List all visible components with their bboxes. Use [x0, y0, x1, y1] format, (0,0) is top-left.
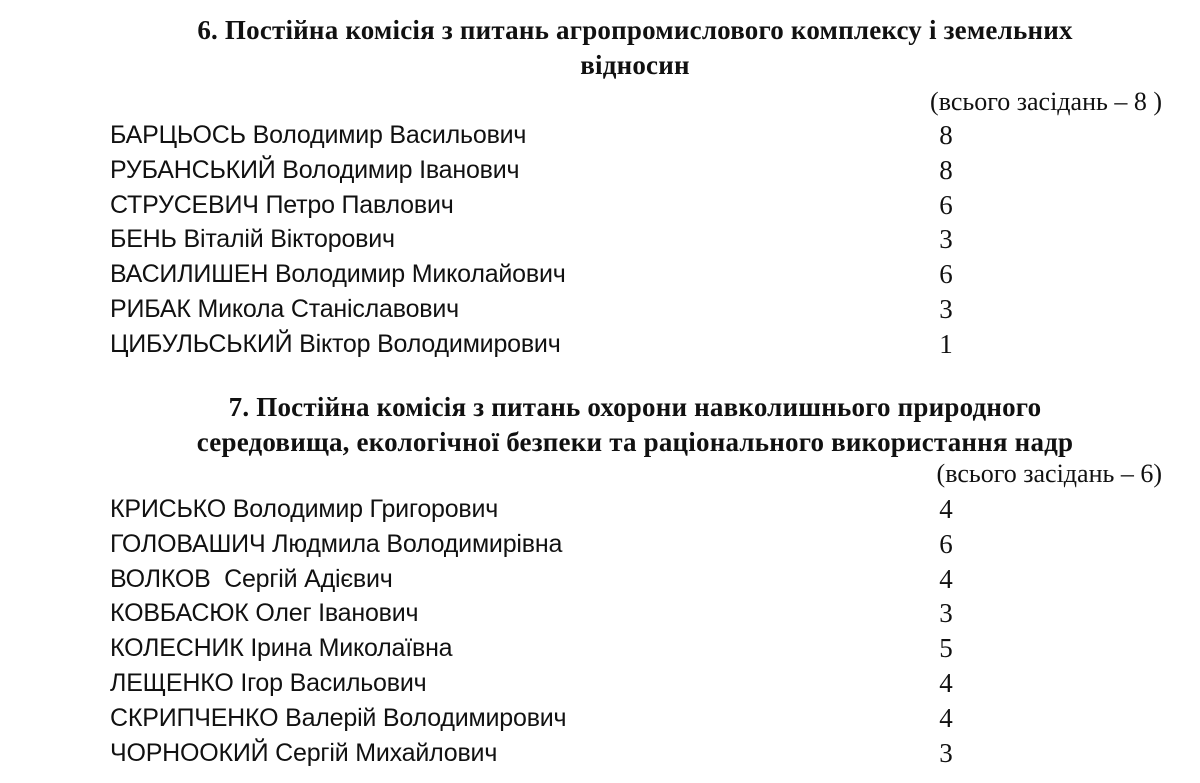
member-row — [110, 736, 1010, 771]
member-row — [110, 327, 1010, 362]
meetings-attended: 4 — [939, 702, 953, 733]
member-row — [110, 527, 1010, 562]
section-7-total-meetings: (всього засідань – 6) — [936, 459, 1162, 488]
meetings-attended: 1 — [939, 328, 953, 359]
member-row — [110, 562, 1010, 597]
meetings-attended: 8 — [939, 154, 953, 185]
member-row — [110, 631, 1010, 666]
member-name: ВАСИЛИШЕН Володимир Миколайович — [110, 260, 566, 289]
member-name: СКРИПЧЕНКО Валерій Володимирович — [110, 703, 567, 732]
member-row — [110, 666, 1010, 701]
meetings-attended: 4 — [939, 667, 953, 698]
meetings-attended: 3 — [939, 293, 953, 324]
member-row — [110, 257, 1010, 292]
member-row — [110, 188, 1010, 223]
member-row — [110, 222, 1010, 257]
member-name: СТРУСЕВИЧ Петро Павлович — [110, 190, 454, 219]
meetings-attended: 5 — [939, 633, 953, 664]
member-name: КОВБАСЮК Олег Іванович — [110, 599, 419, 628]
section-7-member-list — [110, 492, 1010, 770]
member-name: РУБАНСЬКИЙ Володимир Іванович — [110, 155, 520, 184]
member-name: РИБАК Микола Станіславович — [110, 294, 459, 323]
member-name: БАРЦЬОСЬ Володимир Васильович — [110, 121, 527, 149]
member-name: КОЛЕСНИК Ірина Миколаївна — [110, 634, 453, 663]
meetings-attended: 3 — [939, 224, 953, 255]
member-name: ЦИБУЛЬСЬКИЙ Віктор Володимирович — [110, 329, 561, 358]
member-name: ВОЛКОВ Сергій Адієвич — [110, 564, 393, 593]
member-name: ГОЛОВАШИЧ Людмила Володимирівна — [110, 529, 563, 558]
member-name: ЛЕЩЕНКО Ігор Васильович — [110, 668, 427, 697]
meetings-attended: 4 — [939, 563, 953, 594]
member-row — [110, 492, 1010, 527]
member-row — [110, 118, 1010, 153]
section-6-total-meetings: (всього засідань – 8 ) — [930, 87, 1162, 116]
member-row — [110, 292, 1010, 327]
member-name: ЧОРНООКИЙ Сергій Михайлович — [110, 738, 498, 767]
meetings-attended: 3 — [939, 598, 953, 629]
section-6-heading-line-2: відносин — [580, 50, 690, 80]
member-name: БЕНЬ Віталій Вікторович — [110, 225, 395, 254]
member-row — [110, 596, 1010, 631]
meetings-attended: 6 — [939, 259, 953, 290]
meetings-attended: 3 — [939, 737, 953, 768]
member-row — [110, 153, 1010, 188]
member-row — [110, 701, 1010, 736]
meetings-attended: 6 — [939, 189, 953, 220]
meetings-attended: 4 — [939, 494, 953, 524]
section-7-heading-line-2: середовища, екологічної безпеки та раціонального використання надр — [196, 427, 1074, 457]
meetings-attended: 6 — [939, 528, 953, 559]
section-6-member-list — [110, 118, 1010, 362]
member-name: КРИСЬКО Володимир Григорович — [110, 495, 499, 523]
meetings-attended: 8 — [939, 120, 953, 150]
section-7-heading-line-1: 7. Постійна комісія з питань охорони навколишнього природного — [228, 392, 1042, 422]
section-6-heading-line-1: 6. Постійна комісія з питань агропромислового комплексу і земельних — [197, 15, 1073, 45]
